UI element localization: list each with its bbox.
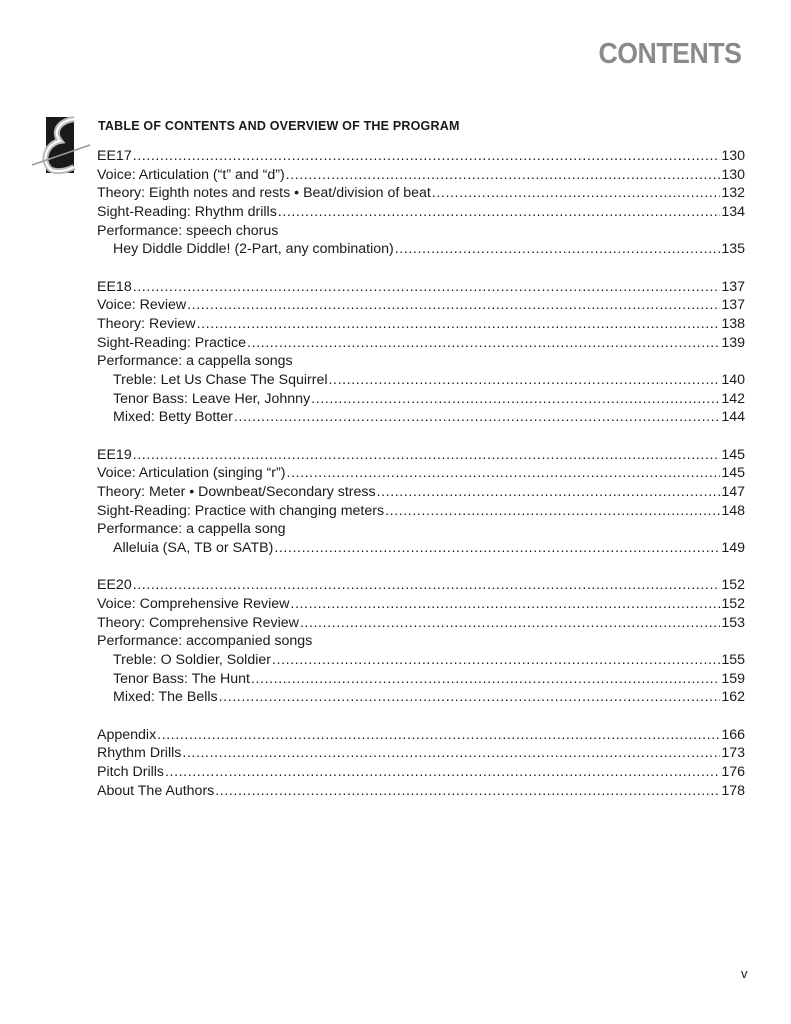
dot-leader [377,483,721,502]
toc-entry[interactable] [97,371,745,390]
toc-entry[interactable] [97,726,745,745]
page-title: CONTENTS [597,38,741,70]
dot-leader [274,539,720,558]
toc-group [97,726,745,801]
toc-entry[interactable] [97,782,745,801]
dot-leader [133,278,721,297]
toc-group [97,446,745,558]
toc-entry-page: 173 [721,745,745,762]
toc-entry-page: 140 [721,372,745,389]
dot-leader [251,670,720,689]
dot-leader [290,595,720,614]
toc-entry[interactable] [97,390,745,409]
dot-leader [278,203,721,222]
dot-leader [133,576,721,595]
toc-entry[interactable] [97,651,745,670]
table-of-contents [97,147,745,819]
dot-leader [385,502,720,521]
toc-entry-page: 130 [721,148,745,164]
toc-entry[interactable] [97,240,745,259]
dot-leader [215,782,720,801]
page-number: v [741,966,748,981]
toc-group [97,147,745,259]
toc-entry-label: Mixed: The Bells [113,689,218,706]
essential-elements-logo-icon [30,115,92,175]
toc-entry-label: Theory: Review [97,316,196,332]
toc-entry-label: Theory: Meter • Downbeat/Secondary stress [97,484,376,500]
dot-leader [272,651,720,670]
toc-entry[interactable] [97,352,745,371]
toc-entry-label: Voice: Articulation (singing “r”) [97,465,286,482]
dot-leader [187,296,720,315]
toc-entry[interactable] [97,520,745,539]
dot-leader [395,240,721,259]
toc-entry-page: 135 [721,241,745,258]
toc-entry-label: EE17 [97,148,132,164]
toc-entry-label: Tenor Bass: The Hunt [113,670,250,687]
toc-entry-page: 155 [721,652,745,668]
toc-entry[interactable] [97,576,745,595]
toc-entry-page: 149 [721,540,745,557]
toc-entry[interactable] [97,763,745,782]
toc-entry[interactable] [97,446,745,465]
toc-entry[interactable] [97,539,745,558]
toc-entry-page: 132 [721,185,745,202]
dot-leader [300,614,720,633]
toc-entry-page: 176 [721,763,745,780]
toc-entry-label: Rhythm Drills [97,745,182,762]
toc-entry-label: Performance: a cappella songs [97,353,293,370]
toc-entry-page: 142 [721,390,745,407]
toc-entry[interactable] [97,502,745,521]
toc-entry-label: Voice: Articulation (“t” and “d”) [97,166,285,183]
dot-leader [329,371,721,390]
toc-entry-page: 159 [721,670,745,687]
toc-entry-label: Voice: Review [97,297,187,314]
toc-entry-label: Tenor Bass: Leave Her, Johnny [113,390,311,407]
toc-group [97,576,745,707]
toc-entry-label: Performance: speech chorus [97,222,279,239]
toc-entry[interactable] [97,278,745,297]
toc-entry-page: 130 [721,166,745,183]
toc-entry-label: Theory: Eighth notes and rests • Beat/division of beat [97,185,431,202]
toc-entry-label: EE20 [97,577,132,594]
toc-entry[interactable] [97,614,745,633]
toc-entry-page: 138 [721,316,745,332]
dot-leader [182,744,720,763]
dot-leader [133,446,721,465]
toc-entry[interactable] [97,203,745,222]
toc-entry[interactable] [97,595,745,614]
toc-entry-label: Sight-Reading: Practice [97,334,247,351]
toc-entry[interactable] [97,464,745,483]
toc-entry[interactable] [97,670,745,689]
dot-leader [247,334,720,353]
toc-entry[interactable] [97,222,745,241]
toc-entry-page: 147 [721,484,745,500]
toc-entry[interactable] [97,483,745,502]
toc-entry-label: Performance: a cappella song [97,521,286,538]
toc-entry[interactable] [97,296,745,315]
toc-entry-label: Treble: O Soldier, Soldier [113,652,271,668]
toc-entry[interactable] [97,744,745,763]
section-heading: TABLE OF CONTENTS AND OVERVIEW OF THE PROGRAM [98,119,460,133]
toc-entry[interactable] [97,166,745,185]
toc-entry[interactable] [97,408,745,427]
toc-entry-page: 152 [721,595,745,612]
toc-entry-page: 139 [721,334,745,351]
dot-leader [197,315,721,334]
dot-leader [157,726,720,745]
dot-leader [432,184,720,203]
toc-entry-label: Hey Diddle Diddle! (2-Part, any combination) [113,241,394,258]
toc-entry-label: Appendix [97,726,157,743]
toc-entry-page: 137 [721,278,745,295]
toc-entry-label: EE18 [97,278,132,295]
toc-entry-label: EE19 [97,446,132,463]
dot-leader [311,390,720,409]
toc-entry[interactable] [97,334,745,353]
toc-entry-label: Pitch Drills [97,763,165,780]
toc-entry[interactable] [97,632,745,651]
toc-entry-label: Theory: Comprehensive Review [97,614,299,631]
toc-group [97,278,745,428]
dot-leader [219,688,721,707]
toc-entry-page: 137 [721,297,745,314]
toc-entry-label: Performance: accompanied songs [97,633,313,650]
toc-entry-label: Sight-Reading: Rhythm drills [97,204,277,221]
toc-entry-label: Mixed: Betty Botter [113,409,233,426]
toc-entry[interactable] [97,688,745,707]
toc-entry-label: Voice: Comprehensive Review [97,595,290,612]
toc-entry-page: 148 [721,502,745,519]
toc-entry-page: 178 [721,782,745,799]
toc-entry-page: 134 [721,204,745,221]
dot-leader [165,763,720,782]
toc-entry-page: 166 [721,726,745,743]
toc-entry[interactable] [97,315,745,334]
dot-leader [286,464,720,483]
toc-entry-label: Treble: Let Us Chase The Squirrel [113,372,328,389]
toc-entry-page: 153 [721,614,745,631]
toc-entry[interactable] [97,147,745,166]
toc-entry-page: 162 [721,689,745,706]
toc-entry-page: 145 [721,465,745,482]
toc-entry-label: Sight-Reading: Practice with changing meters [97,502,385,519]
toc-entry-page: 145 [721,446,745,463]
dot-leader [234,408,720,427]
toc-entry-page: 152 [721,577,745,594]
toc-entry-label: Alleluia (SA, TB or SATB) [113,540,274,557]
toc-entry-label: About The Authors [97,782,215,799]
dot-leader [286,166,721,185]
dot-leader [133,147,721,166]
toc-entry[interactable] [97,184,745,203]
toc-entry-page: 144 [721,409,745,426]
